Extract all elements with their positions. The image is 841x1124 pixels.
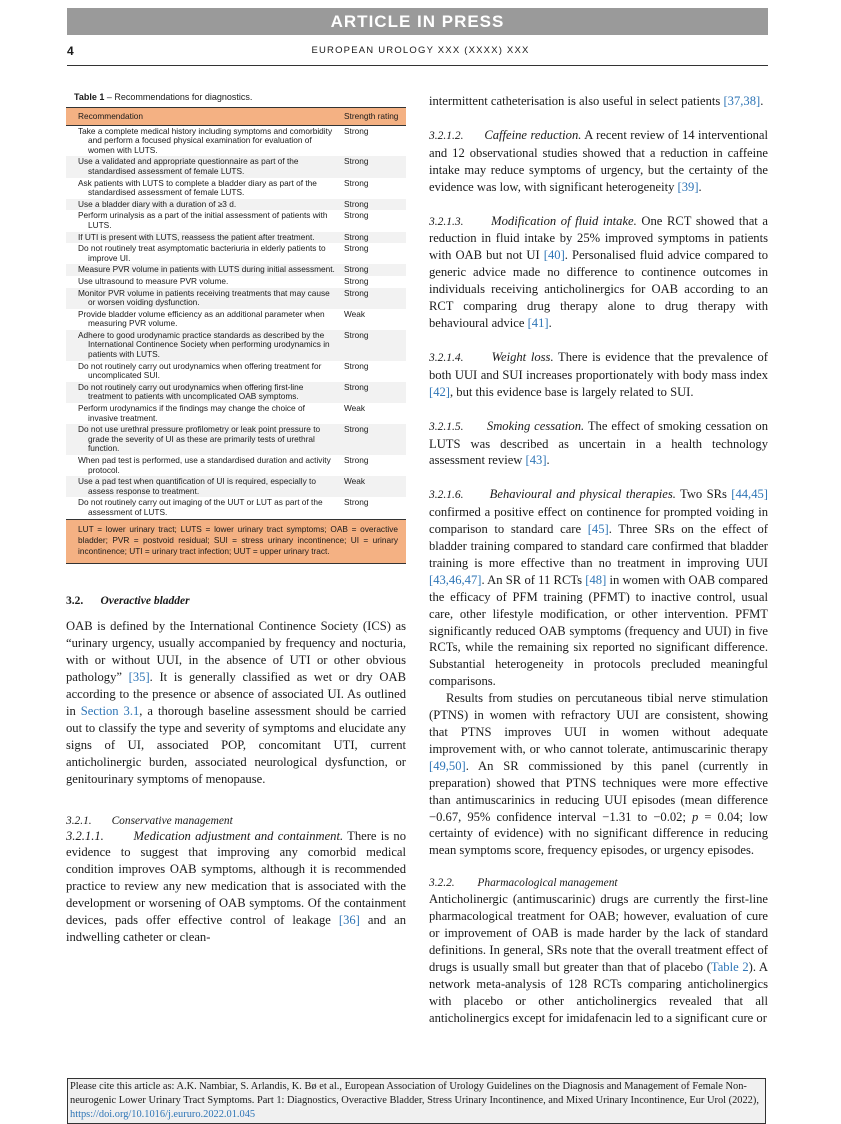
recommendation-cell: Do not routinely carry out urodynamics when offering treatment for uncomplicated SUI. — [78, 360, 322, 381]
recommendation-cell: Use a bladder diary with a duration of ≥3 d. — [66, 199, 340, 211]
text-run: . Personalised fluid advice compared to generic advice made no difference to continence outcomes in individuals receiving anticholinergics for OAB according to an RCT comparing drug therapy alone to drug therapy with behavioural advice — [429, 248, 768, 330]
strength-cell: Strong — [344, 497, 369, 508]
subsection-title: Pharmacological management — [477, 877, 618, 890]
oab-definition-paragraph — [66, 618, 406, 787]
subsection-title: Smoking cessation. — [486, 418, 585, 433]
subsection-3-2-1-heading — [66, 814, 406, 828]
medication-paragraph — [66, 828, 406, 946]
table-row — [66, 178, 406, 199]
reference-link[interactable]: [36] — [338, 913, 360, 928]
reference-link[interactable]: [35] — [128, 670, 150, 685]
section-link[interactable]: Section 3.1 — [80, 704, 140, 718]
text-run: intermittent catheterisation is also useful in select patients — [429, 94, 724, 108]
table-row — [66, 125, 406, 156]
table-row — [66, 288, 406, 309]
subsection-title: Behavioural and physical therapies. — [489, 487, 676, 502]
recommendations-table — [66, 107, 406, 519]
subsection-title: Weight loss. — [491, 349, 554, 364]
table-link[interactable]: Table 2 — [710, 959, 749, 974]
table-row — [66, 276, 406, 288]
text-run: A recent review of 14 interventional and 12 observational studies showed that a reduction in caffeine intake may reduce symptoms of urgency, but the certainty of the evidence was low, with significant heterogeneity — [429, 127, 768, 194]
table-title: – Recommendations for diagnostics. — [104, 92, 253, 102]
text-run: confirmed a positive effect on continence for prompted voiding in comparison to standard care — [429, 505, 768, 537]
reference-link[interactable]: [43] — [525, 453, 547, 468]
text-run: . — [548, 315, 552, 330]
strength-cell: Strong — [340, 288, 406, 309]
text-run: and an indwelling catheter or clean- — [66, 913, 407, 944]
subsection-number: 3.2.1.5. — [429, 420, 464, 433]
subsection-number: 3.2.1.1. — [66, 828, 104, 843]
text-run: . — [698, 179, 702, 194]
table-label: Table 1 — [74, 92, 105, 102]
text-run: ). A network meta-analysis of 128 RCTs comparing anticholinergics with placebo or other anticholinergics revealed that all anticholinergics except for imidafenacin led to a significant cure or — [429, 959, 769, 1025]
table-row — [66, 403, 406, 424]
reference-link[interactable]: [45] — [587, 522, 609, 537]
text-run: . — [546, 453, 550, 468]
article-in-press-banner: ARTICLE IN PRESS — [67, 8, 768, 35]
strength-cell: Weak — [344, 403, 366, 414]
recommendation-cell: Use a pad test when quantification of UI is required, especially to assess response to treatment. — [66, 476, 340, 497]
behavioural-paragraph — [429, 486, 768, 690]
weight-loss-paragraph — [429, 349, 768, 401]
recommendation-cell: Do not use urethral pressure profilometry or leak point pressure to grade the severity of UI as these are primarily tests of urethral function. — [66, 424, 340, 455]
strength-cell: Strong — [340, 424, 406, 455]
text-run: = 0.04; low certainty of evidence) with no significant difference in reducing mean symptoms score, frequency episodes, or urgency episodes. — [429, 809, 768, 858]
recommendation-cell: Measure PVR volume in patients with LUTS during initial assessment. — [66, 264, 340, 276]
strength-cell: Weak — [340, 476, 406, 497]
right-column — [429, 93, 768, 1027]
recommendation-cell: Adhere to good urodynamic practice standards as described by the International Continence Society when performing urodynamics in patients with LUTS. — [66, 330, 340, 361]
strength-cell: Strong — [344, 177, 369, 188]
text-run: The effect of smoking cessation on LUTS was described as uncertain in a health technology assessment review — [429, 418, 768, 468]
subsection-number: 3.2.2. — [429, 877, 455, 890]
text-run: . An SR commissioned by this panel (currently in preparation) showed that PTNS techniques were more effective than antimuscarinics in reducing UUI episodes (mean difference −0.67, 95% confidence interval −1.31 to −0.02; — [429, 758, 768, 824]
citation-box — [67, 1078, 766, 1124]
recommendation-cell: Take a complete medical history including symptoms and comorbidity and perform a focused physical examination for evaluation of women with LUTS. — [78, 125, 333, 155]
reference-link[interactable]: [39] — [677, 179, 699, 194]
table-row — [66, 156, 406, 177]
recommendation-cell: If UTI is present with LUTS, reassess the patient after treatment. — [66, 232, 340, 244]
reference-link[interactable]: [44,45] — [731, 487, 768, 502]
strength-cell: Strong — [340, 382, 406, 403]
strength-cell: Strong — [340, 264, 406, 276]
left-body-text — [66, 593, 406, 946]
text-run: . — [760, 94, 764, 108]
table-row — [66, 264, 406, 276]
strength-cell: Strong — [344, 360, 369, 371]
recommendation-cell: Use a validated and appropriate questionnaire as part of the standardised assessment of female LUTS. — [66, 156, 340, 177]
table-row — [66, 497, 406, 518]
recommendation-cell: Do not routinely carry out imaging of the UUT or LUT as part of the assessment of LUTS. — [78, 497, 323, 517]
catheterisation-paragraph — [429, 93, 768, 110]
strength-cell: Strong — [344, 125, 369, 136]
col-header-strength: Strength rating — [340, 108, 406, 126]
reference-link[interactable]: [37,38] — [723, 94, 761, 108]
strength-cell: Strong — [340, 156, 406, 177]
text-run: , but this evidence base is largely related to SUI. — [449, 384, 694, 399]
table-row — [66, 232, 406, 244]
col-header-recommendation: Recommendation — [66, 108, 340, 126]
text-run: OAB is defined by the International Continence Society (ICS) as “urinary urgency, usually accompanied by frequency and nocturia, with or without UUI, in the absence of UTI or other obvious pathology” — [66, 619, 406, 685]
text-run: . Three SRs on the effect of bladder training compared to standard care confirmed that bladder training is more effective than no treatment in improving UUI — [429, 522, 768, 570]
fluid-intake-paragraph — [429, 213, 768, 332]
reference-link[interactable]: [49,50] — [429, 758, 466, 773]
text-run: Anticholinergic (antimuscarinic) drugs are currently the first-line pharmacological treatment for OAB; however, evaluation of cure or improvement of OAB is made harder by the lack of standard definitions. In general, SRs note that the overall treatment effect of drugs is usually small but greater than that of placebo ( — [429, 892, 768, 974]
table-row — [66, 330, 406, 361]
section-3-2-heading — [66, 593, 406, 610]
strength-cell: Strong — [340, 232, 406, 244]
text-run: , a thorough baseline assessment should be carried out to classify the type and severity of symptoms and elucidate any signs of UI, associated POP, concomitant UTI, current anticholinergic burden, associated neurological dysfunction, or genitourinary symptoms of menopause. — [66, 704, 406, 786]
subsection-3-2-2-heading — [429, 876, 768, 891]
recommendation-cell: Provide bladder volume efficiency as an additional parameter when measuring PVR volume. — [78, 308, 325, 329]
table-header-row — [66, 108, 406, 126]
left-column — [66, 92, 406, 946]
subsection-number: 3.2.1. — [66, 814, 92, 827]
pharmacological-paragraph — [429, 891, 768, 1026]
recommendation-cell: Ask patients with LUTS to complete a bladder diary as part of the standardised assessment of female LUTS. — [78, 177, 317, 198]
table-row — [66, 199, 406, 211]
table-row — [66, 476, 406, 497]
text-run: p — [692, 809, 699, 824]
text-run: Results from studies on percutaneous tibial nerve stimulation (PTNS) in women with refractory UUI are consistent, showing that PTNS improves UUI in women without adequate improvement with, or who cannot tolerate, antimuscarinic therapy — [429, 691, 768, 756]
subsection-number: 3.2.1.3. — [429, 215, 464, 228]
recommendation-cell: When pad test is performed, use a standardised duration and activity protocol. — [78, 455, 331, 475]
recommendation-cell: Perform urodynamics if the findings may change the choice of invasive treatment. — [78, 403, 305, 423]
section-number: 3.2. — [66, 594, 84, 607]
doi-link[interactable]: https://doi.org/10.1016/j.eururo.2022.01.045 — [70, 1109, 256, 1120]
subsection-number: 3.2.1.4. — [429, 351, 464, 364]
subsection-number: 3.2.1.6. — [429, 489, 464, 502]
table-row — [66, 424, 406, 455]
ptns-paragraph — [429, 690, 768, 859]
running-head: EUROPEAN UROLOGY XXX (XXXX) XXX — [311, 45, 530, 56]
text-run: There is evidence that the prevalence of both UUI and SUI increases proportionately with body mass index — [429, 349, 768, 382]
table-row — [66, 455, 406, 476]
text-run: Two SRs — [675, 487, 732, 502]
reference-link[interactable]: [43,46,47] — [429, 572, 482, 587]
text-run: . An SR of 11 RCTs — [481, 572, 586, 587]
reference-link[interactable]: [48] — [585, 572, 607, 587]
recommendation-cell: Monitor PVR volume in patients receiving treatments that may cause or worsen voiding dysfunction. — [66, 288, 340, 309]
recommendation-cell: Do not routinely carry out urodynamics when offering first-line treatment to patients with uncomplicated OAB symptoms. — [66, 382, 340, 403]
smoking-paragraph — [429, 418, 768, 470]
strength-cell: Strong — [340, 199, 406, 211]
page-number: 4 — [67, 44, 74, 58]
citation-text: Please cite this article as: A.K. Nambiar, S. Arlandis, K. Bø et al., European Association of Urology Guidelines on the Diagnosis and Management of Female Non-neurogenic Lower Urinary Tract Symptoms. Part 1: Diagnostics, Overactive Bladder, Stress Urinary Incontinence, and Mixed Urinary Incontinence, Eur Urol (2022), — [70, 1081, 759, 1106]
header-rule — [67, 65, 768, 66]
table-row — [66, 382, 406, 403]
reference-link[interactable]: [42] — [429, 384, 450, 399]
text-run: There is no evidence to suggest that improving any comorbid medical condition improves OAB symptoms, although it is recommended practice to review any new medication that is associated with the development or worsening of OAB symptoms. Of the containment devices, pads offer effective control of leakage — [66, 828, 406, 928]
table-abbreviations: LUT = lower urinary tract; LUTS = lower urinary tract symptoms; OAB = overactive bladder; PVR = postvoid residual; SUI = stress urinary incontinence; UI = urinary incontinence; UTI = urinary tract infection; UUT = upper urinary tract. — [66, 519, 406, 564]
strength-cell: Strong — [340, 330, 406, 361]
table-row — [66, 210, 406, 231]
section-title: Overactive bladder — [100, 594, 190, 607]
strength-cell: Strong — [344, 210, 369, 221]
strength-cell: Strong — [344, 455, 369, 465]
reference-link[interactable]: [40] — [543, 248, 565, 263]
subsection-title: Medication adjustment and containment. — [133, 828, 344, 843]
recommendation-cell: Do not routinely treat asymptomatic bacteriuria in elderly patients to improve UI. — [78, 243, 326, 263]
subsection-number: 3.2.1.2. — [429, 129, 464, 142]
text-run: . It is generally classified as wet or dry OAB according to the presence or absence of associated UI. As outlined in — [66, 670, 407, 718]
reference-link[interactable]: [41] — [527, 315, 549, 330]
strength-cell: Weak — [344, 308, 366, 319]
table-row — [66, 361, 406, 382]
table-row — [66, 309, 406, 330]
table-row — [66, 243, 406, 264]
text-run: One RCT showed that a reduction in fluid intake by 25% improved symptoms in patients with OAB but not UI — [429, 213, 768, 263]
strength-cell: Strong — [344, 243, 369, 254]
recommendation-cell: Use ultrasound to measure PVR volume. — [78, 275, 229, 286]
strength-cell: Strong — [344, 275, 369, 286]
subsection-title: Modification of fluid intake. — [491, 213, 637, 228]
subsection-title: Caffeine reduction. — [484, 127, 582, 142]
table-caption — [74, 92, 406, 102]
caffeine-paragraph — [429, 127, 768, 196]
subsection-title: Conservative management — [111, 814, 233, 827]
table-body — [66, 125, 406, 518]
recommendation-cell: Perform urinalysis as a part of the initial assessment of patients with LUTS. — [78, 210, 328, 230]
text-run: in women with OAB compared the efficacy of PFM training (PFMT) to inactive control, usual care, other lifestyle modification, or other intervention. PFMT significantly reduced OAB symptoms (frequency and UUI) in five RCTs, while the remaining six reported no significant difference. Substantial heterogeneity in protocols precluded meaningful comparisons. — [429, 572, 768, 689]
